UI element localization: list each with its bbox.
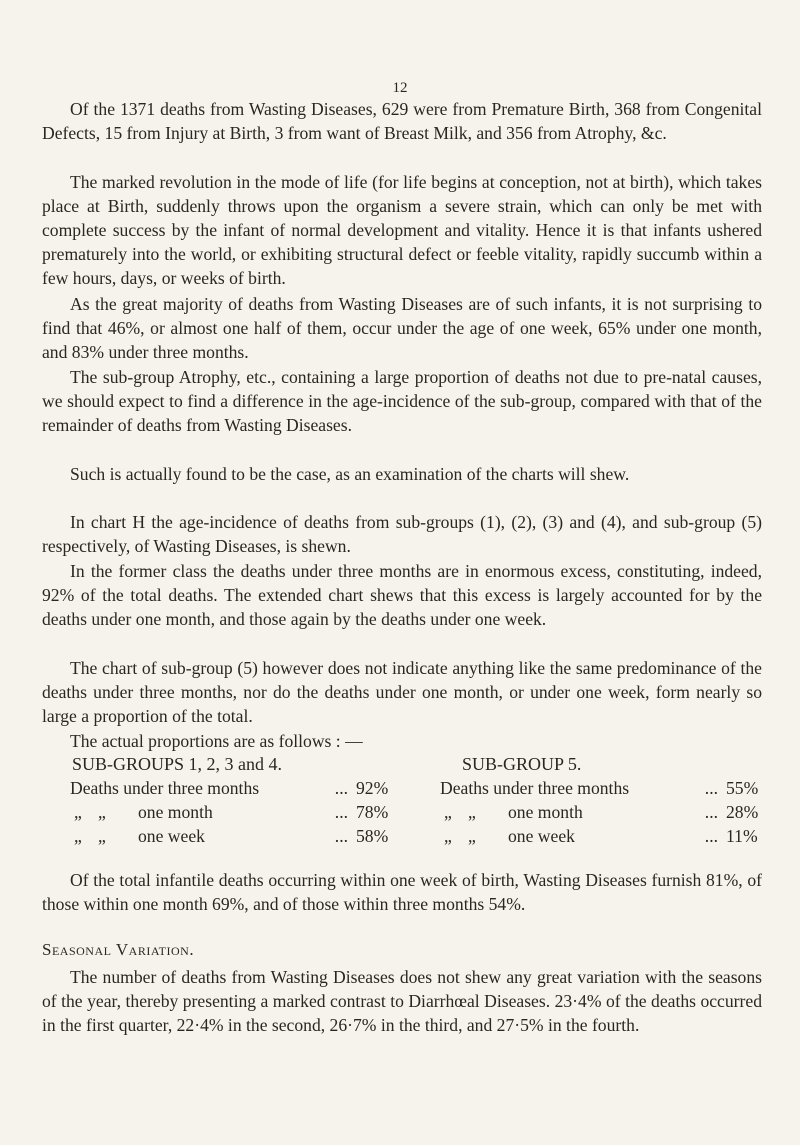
row-label [440, 826, 575, 847]
row-label [70, 802, 213, 823]
ditto-mark: „ [468, 826, 476, 846]
row-value: 92% [356, 778, 389, 798]
paragraph-subgroup-atrophy: The sub-group Atrophy, etc., containing a large proportion of deaths not due to pre-natal causes, we should expect to find a difference in the age-incidence of the sub-group, compared with that of the remainder of deaths from Wasting Diseases. [42, 367, 762, 435]
row-value: 28% [726, 802, 759, 822]
table-row [440, 826, 770, 850]
table-row [440, 802, 770, 826]
row-label [440, 802, 583, 823]
leader-dots: ... [334, 802, 348, 822]
group-title: SUB-GROUPS 1, 2, 3 and 4. [72, 754, 283, 774]
row-label [70, 826, 205, 847]
row-label-text: one month [138, 802, 213, 822]
leader-dots: ... [704, 802, 718, 822]
group-title: SUB-GROUP 5. [462, 754, 582, 774]
leader-dots: ... [334, 826, 348, 846]
subgroups-1-4 [70, 754, 400, 850]
subgroup-5 [440, 754, 770, 850]
row-label: Deaths under three months [440, 778, 630, 798]
section-heading-seasonal: Seasonal Variation. [42, 940, 195, 959]
paragraph-former-class: In the former class the deaths under three months are in enormous excess, constituting, indeed, 92% of the total deaths. The extended chart shews that this excess is largely accounted for by the deaths under one month, and those again by the deaths under one week. [42, 561, 762, 629]
ditto-mark: „ [74, 826, 82, 846]
paragraph-chart-h: In chart H the age-incidence of deaths from sub-groups (1), (2), (3) and (4), and sub-group (5) respectively, of Wasting Diseases, is shewn. [42, 512, 762, 556]
row-label-text: one month [508, 802, 583, 822]
table-row [440, 778, 770, 802]
paragraph-subgroup-5: The chart of sub-group (5) however does not indicate anything like the same predominance of the deaths under three months, nor do the deaths under one month, or under one week, form nearly so large a proportion of the total. [42, 658, 762, 726]
paragraph-proportions-intro: The actual proportions are as follows : — [70, 731, 363, 751]
ditto-mark: „ [444, 826, 452, 846]
table-row [70, 826, 400, 850]
row-value: 78% [356, 802, 389, 822]
ditto-mark: „ [444, 802, 452, 822]
ditto-mark: „ [98, 826, 106, 846]
ditto-mark: „ [98, 802, 106, 822]
row-label-text: one week [508, 826, 575, 846]
row-label: Deaths under three months [70, 778, 260, 798]
row-label-text: one week [138, 826, 205, 846]
ditto-mark: „ [468, 802, 476, 822]
paragraph-revolution: The marked revolution in the mode of life (for life begins at conception, not at birth), which takes place at Birth, suddenly throws upon the organism a severe strain, which can only be met with complete success by the infant of normal development and vitality. Hence it is that infants ushered prematurely into the world, or exhibiting structural defect or feeble vitality, rapidly succumb within a few hours, days, or weeks of birth. [42, 172, 762, 288]
row-value: 58% [356, 826, 389, 846]
row-value: 11% [726, 826, 758, 846]
paragraph-wasting-deaths: Of the 1371 deaths from Wasting Diseases, 629 were from Premature Birth, 368 from Congenital Defects, 15 from Injury at Birth, 3 from want of Breast Milk, and 356 from Atrophy, &c. [42, 99, 762, 143]
table-row [70, 802, 400, 826]
row-value: 55% [726, 778, 759, 798]
table-row [70, 778, 400, 802]
paragraph-seasonal: The number of deaths from Wasting Diseases does not shew any great variation with the seasons of the year, thereby presenting a marked contrast to Diarrhœal Diseases. 23·4% of the deaths occurred in the first quarter, 22·4% in the second, 26·7% in the third, and 27·5% in the fourth. [42, 967, 762, 1035]
paragraph-found: Such is actually found to be the case, as an examination of the charts will shew. [70, 464, 630, 484]
page-number: 12 [392, 80, 408, 96]
leader-dots: ... [334, 778, 348, 798]
ditto-mark: „ [74, 802, 82, 822]
paragraph-majority: As the great majority of deaths from Wasting Diseases are of such infants, it is not surprising to find that 46%, or almost one half of them, occur under the age of one week, 65% under one month, and 83% under three months. [42, 294, 762, 362]
leader-dots: ... [704, 778, 718, 798]
paragraph-summary: Of the total infantile deaths occurring within one week of birth, Wasting Diseases furnish 81%, of those within one month 69%, and of those within three months 54%. [42, 870, 762, 914]
leader-dots: ... [704, 826, 718, 846]
